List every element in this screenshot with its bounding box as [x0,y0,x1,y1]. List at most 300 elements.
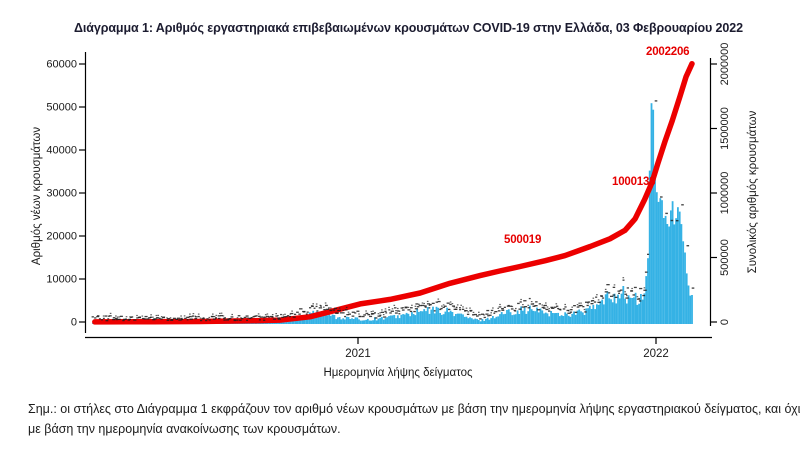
bar-value-speckle [432,303,435,304]
bar-value-speckle [383,314,385,315]
bar-value-speckle [106,320,109,321]
bar [670,210,672,324]
bar-value-speckle [528,307,531,308]
bar [351,318,353,324]
bar [629,298,631,324]
bar [471,318,473,324]
bar-value-speckle [356,311,359,312]
bar-value-speckle [224,317,226,318]
bar-value-speckle [258,313,260,314]
bar [555,313,557,324]
bar-value-speckle [275,313,277,314]
bar [349,319,351,324]
bar-value-speckle [549,308,551,309]
right-axis-tick-label: 1500000 [719,107,731,150]
bar [363,320,365,324]
bar [371,321,373,324]
bar-value-speckle [647,254,649,255]
bar-value-speckle [307,312,309,313]
bar-value-speckle [631,288,633,289]
bar-value-speckle [427,301,429,302]
bar [459,314,461,324]
bar-value-speckle [453,306,455,307]
bar-value-speckle [575,312,578,313]
bar-value-speckle [588,301,590,302]
bar-value-speckle [346,307,348,308]
bar-value-speckle [138,317,141,318]
bar [437,308,439,324]
bar-value-speckle [145,316,148,317]
bar-value-speckle [465,310,468,311]
bar-value-speckle [112,319,115,320]
bar [355,317,357,324]
bar [365,320,367,324]
bar-value-speckle [415,303,418,304]
bar-value-speckle [402,309,405,310]
bar-value-speckle [479,318,482,319]
bar-value-speckle [219,313,221,314]
bar [415,315,417,324]
bar-value-speckle [560,309,562,310]
bar-value-speckle [323,307,325,308]
bar [601,300,603,324]
bar [360,321,362,324]
bar-value-speckle [597,302,600,303]
bar-value-speckle [348,312,350,313]
bar-value-speckle [643,290,646,291]
bar-value-speckle [444,306,447,307]
bar-value-speckle [319,307,322,308]
bar [379,318,381,324]
bar-value-speckle [338,310,341,311]
bar [674,224,676,324]
bar-value-speckle [375,317,378,318]
bar-value-speckle [345,309,348,310]
bar-value-speckle [676,220,679,221]
bar-value-speckle [385,312,387,313]
bar-value-speckle [517,303,520,304]
bar [675,218,677,324]
bar-value-speckle [411,305,413,306]
bar-value-speckle [129,319,132,320]
bar-value-speckle [499,306,502,307]
bar-value-speckle [577,306,580,307]
bar [592,305,594,324]
bar-value-speckle [626,295,628,296]
bar [563,316,565,324]
bar-value-speckle [631,290,633,291]
bar-value-speckle [272,314,274,315]
bar [559,316,561,324]
bar-value-speckle [371,311,373,312]
bar [406,313,408,324]
bar [561,315,563,324]
bar-value-speckle [92,316,94,317]
right-axis-tick-label: 500000 [719,239,731,276]
bar-value-speckle [456,307,458,308]
bar-value-speckle [293,317,296,318]
bar [473,319,475,324]
bar-value-speckle [580,303,582,304]
bar [557,313,559,324]
bar-value-speckle [485,314,488,315]
bar [522,311,524,324]
bar-value-speckle [568,310,570,311]
bar [392,315,394,324]
bar-value-speckle [423,303,425,304]
bar-value-speckle [234,320,236,321]
bar [400,315,402,324]
bar [489,320,491,324]
bar-value-speckle [268,316,270,317]
bar-value-speckle [395,310,397,311]
bar-value-speckle [587,305,589,306]
bar-value-speckle [336,312,339,313]
bar [628,295,630,324]
bar-value-speckle [384,311,386,312]
bar [635,293,637,324]
bar [483,321,485,324]
bar-value-speckle [594,301,596,302]
bar-value-speckle [624,294,627,295]
bar-value-speckle [192,315,194,316]
bar [682,241,684,324]
bar [610,299,612,324]
bar-value-speckle [244,317,247,318]
bar-value-speckle [429,304,432,305]
bar-value-speckle [189,314,191,315]
bar [571,314,573,324]
bar [681,224,683,324]
bar-value-speckle [478,312,480,313]
bar-value-speckle [236,320,239,321]
bar-value-speckle [342,312,345,313]
bar-value-speckle [544,305,547,306]
bar [513,315,515,324]
bar [282,322,284,324]
bar-value-speckle [489,315,492,316]
left-axis-tick-label: 10000 [46,273,77,286]
bar-value-speckle [101,319,103,320]
bar-value-speckle [150,317,152,318]
bar [501,312,503,324]
bar [651,103,653,324]
bar-value-speckle [194,318,197,319]
bar-value-speckle [323,309,326,310]
bar-value-speckle [156,317,159,318]
bar [450,311,452,324]
bar-value-speckle [239,320,242,321]
bar [686,273,688,324]
bar-value-speckle [136,315,138,316]
left-axis-tick-label: 0 [70,316,77,329]
bar [372,320,374,324]
bar-value-speckle [103,318,105,319]
bar [448,312,450,324]
bar-value-speckle [535,301,538,302]
bar [679,212,681,324]
bar [466,317,468,324]
bar [548,316,550,324]
bar-value-speckle [189,316,191,317]
bar-value-speckle [524,306,527,307]
bar [614,294,616,324]
bar [518,314,520,324]
bar [432,307,434,324]
bar [526,314,528,324]
bar-value-speckle [144,318,147,319]
bar-value-speckle [125,319,127,320]
bar [665,216,667,324]
bar [323,315,325,324]
bar-value-speckle [200,318,202,319]
bar [550,311,552,324]
bar [596,304,598,324]
bar [494,318,496,324]
bar-value-speckle [527,305,529,306]
bar [659,198,661,324]
bar [631,298,633,324]
bar-value-speckle [606,284,609,285]
bar-value-speckle [391,311,394,312]
bar-value-speckle [246,320,248,321]
bar-value-speckle [389,312,392,313]
bar-value-speckle [610,296,613,297]
left-axis-tick-label: 40000 [46,144,77,157]
bar-value-speckle [328,307,330,308]
bar-value-speckle [284,314,286,315]
bar [436,307,438,324]
bar-value-speckle [638,298,640,299]
bar [640,294,642,324]
bar-value-speckle [206,318,208,319]
bar-value-speckle [339,307,341,308]
bar-value-speckle [334,308,337,309]
bar-value-speckle [407,309,410,310]
bar [534,311,536,324]
bar [485,319,487,324]
left-axis-tick-label: 50000 [46,101,77,114]
bar-value-speckle [533,303,535,304]
bar [589,306,591,324]
bar [578,310,580,325]
bar [607,291,609,324]
bar-value-speckle [564,306,566,307]
bar-value-speckle [410,311,412,312]
bar-value-speckle [417,306,420,307]
bar-value-speckle [499,304,501,305]
bar [511,315,513,324]
bar-value-speckle [494,311,497,312]
bar-value-speckle [543,308,546,309]
bar [408,314,410,324]
bar [688,286,690,325]
bar-value-speckle [448,309,450,310]
bar-value-speckle [97,315,99,316]
bar [430,310,432,324]
bar-value-speckle [459,307,461,308]
bar-value-speckle [665,213,668,214]
bar [339,317,341,324]
bar-value-speckle [476,315,479,316]
bar [478,320,480,324]
bar [469,317,471,324]
bar-value-speckle [291,311,293,312]
bar-value-speckle [582,306,584,307]
bar-value-speckle [99,318,101,319]
bar-value-speckle [498,310,501,311]
bar-value-speckle [395,312,398,313]
bar-value-speckle [470,310,472,311]
bar [527,311,529,324]
bar [598,305,600,324]
bar-value-speckle [213,318,216,319]
bar-value-speckle [320,305,322,306]
bar-value-speckle [579,305,582,306]
bar-value-speckle [449,304,451,305]
bar [566,314,568,324]
bar-value-speckle [671,220,674,221]
bar-value-speckle [467,314,469,315]
x-axis-tick-label: 2021 [345,348,371,360]
bar [624,299,626,324]
bar-value-speckle [361,316,364,317]
bar-value-speckle [223,319,225,320]
bar-value-speckle [623,280,625,281]
bar-value-speckle [379,312,381,313]
bar [334,315,336,324]
bar-value-speckle [613,287,616,288]
bar-value-speckle [187,319,189,320]
bar-value-speckle [363,314,366,315]
bar-value-speckle [171,319,173,320]
bar-value-speckle [385,308,387,309]
bar-value-speckle [478,314,480,315]
bar-value-speckle [492,307,494,308]
bar-value-speckle [460,305,462,306]
bar-value-speckle [287,315,289,316]
bar [487,318,489,324]
bar [517,310,519,324]
bar-value-speckle [352,316,355,317]
bar-value-speckle [366,313,369,314]
bar-value-speckle [110,313,112,314]
bar-value-speckle [660,196,663,197]
bar [652,110,654,324]
bar [656,192,658,324]
bar [445,312,447,324]
bar-value-speckle [486,310,489,311]
bar-value-speckle [220,315,223,316]
bar [492,316,494,324]
bar-value-speckle [605,289,607,290]
bar [393,315,395,324]
bar [570,317,572,324]
bar-value-speckle [280,314,282,315]
bar-value-speckle [692,287,695,288]
bar [439,313,441,324]
bar-value-speckle [265,314,267,315]
bar-value-speckle [539,303,541,304]
bar [621,294,623,324]
bar-value-speckle [634,287,637,288]
bar-value-speckle [381,312,384,313]
bar [376,320,378,324]
bar-value-speckle [312,303,314,304]
bar-value-speckle [687,245,690,246]
bar-value-speckle [605,291,608,292]
bar [453,316,455,324]
bar-value-speckle [316,306,318,307]
bar [591,309,593,324]
bar [418,312,420,324]
bar [510,312,512,324]
bar-value-speckle [238,315,241,316]
bar [474,319,476,324]
bar-value-speckle [142,316,144,317]
bar-value-speckle [402,307,404,308]
bar [638,304,640,324]
bar [425,311,427,324]
bar-value-speckle [122,320,124,321]
bar [446,308,448,324]
bar [330,316,332,324]
bar [411,312,413,324]
bar-value-speckle [340,312,342,313]
bar [545,313,547,324]
footnote-line-1: Σημ.: οι στήλες στο Διάγραμμα 1 εκφράζουν τον αριθμό νέων κρουσμάτων με βάση την ημερομηνία λήψης εργαστηριακού δείγματος, και όχι [28,402,800,416]
bar-value-speckle [408,307,410,308]
bar [654,169,656,325]
bar-value-speckle [303,311,306,312]
bar-value-speckle [484,317,486,318]
bar-value-speckle [415,308,418,309]
bar-value-speckle [422,302,424,303]
bar [413,314,415,324]
bar [594,309,596,324]
bar-value-speckle [160,318,162,319]
bar-value-speckle [314,308,316,309]
bar-value-speckle [602,297,604,298]
bar [362,321,364,325]
bar-value-speckle [424,305,427,306]
bar-value-speckle [633,294,636,295]
bar-value-speckle [468,311,470,312]
bar-value-speckle [642,295,645,296]
bar-value-speckle [348,314,351,315]
bar [637,305,639,324]
bar-value-speckle [152,317,154,318]
bar-value-speckle [571,309,573,310]
bar-value-speckle [595,297,597,298]
bar-value-speckle [259,319,261,320]
bar-value-speckle [457,304,459,305]
bar-value-speckle [211,316,214,317]
bar-value-speckle [438,301,441,302]
bar-value-speckle [394,307,397,308]
bar-value-speckle [221,313,223,314]
bar-value-speckle [383,316,386,317]
bar-value-speckle [367,314,370,315]
bar-value-speckle [397,308,399,309]
bar-value-speckle [469,308,471,309]
bar-value-speckle [415,306,417,307]
milestone-label-total: 2002206 [646,46,690,58]
bar-value-speckle [311,306,314,307]
bar [369,321,371,325]
bar [508,309,510,324]
bar [499,314,501,324]
